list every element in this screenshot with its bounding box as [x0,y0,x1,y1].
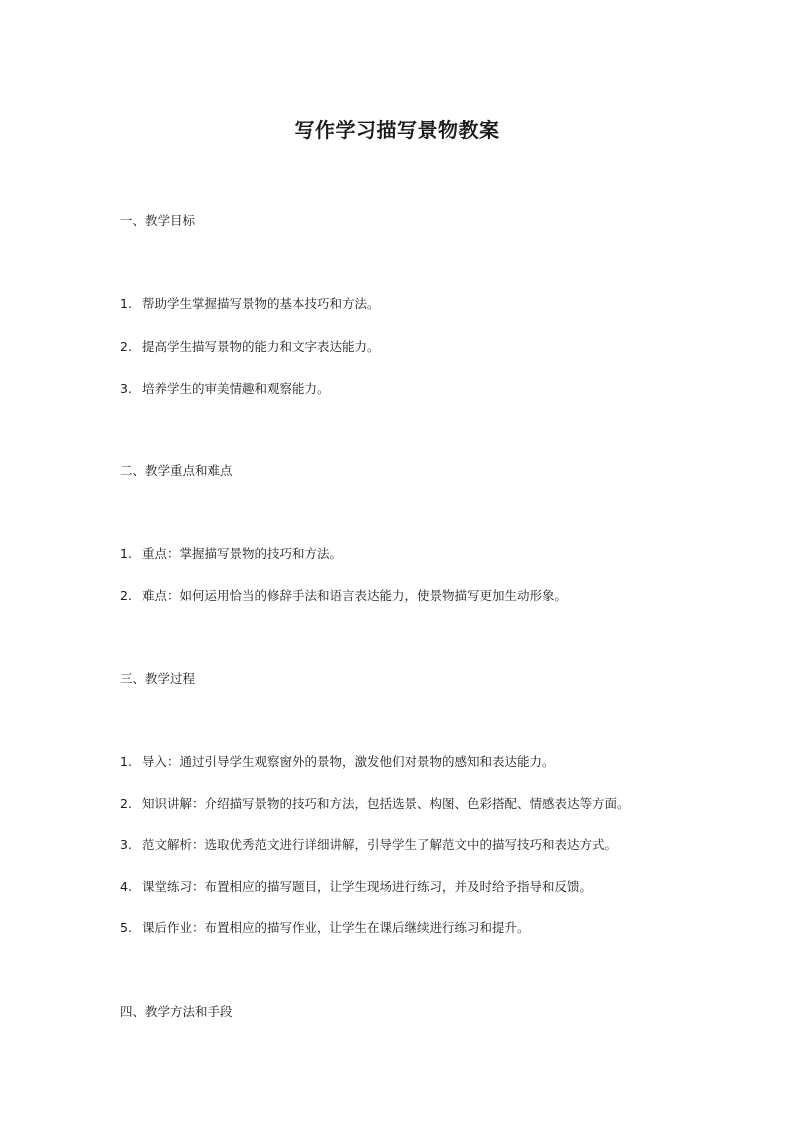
list-item [120,338,380,356]
list-item [120,587,567,605]
item-number: 5. [120,920,132,935]
list-item [120,753,555,771]
list-item [120,795,630,813]
item-number: 1. [120,546,132,561]
item-text: 范文解析：选取优秀范文进行详细讲解，引导学生了解范文中的描写技巧和表达方式。 [142,837,618,852]
list-item [120,380,330,398]
item-number: 3. [120,381,132,396]
item-text: 帮助学生掌握描写景物的基本技巧和方法。 [142,296,380,311]
item-text: 培养学生的审美情趣和观察能力。 [142,381,330,396]
document-title: 写作学习描写景物教案 [294,118,500,142]
list-item [120,545,342,563]
item-text: 知识讲解：介绍描写景物的技巧和方法，包括选景、构图、色彩搭配、情感表达等方面。 [142,796,630,811]
item-number: 2. [120,339,132,354]
list-item [120,295,380,313]
item-text: 导入：通过引导学生观察窗外的景物，激发他们对景物的感知和表达能力。 [142,754,555,769]
item-number: 3. [120,837,132,852]
item-text: 课堂练习：布置相应的描写题目，让学生现场进行练习，并及时给予指导和反馈。 [142,879,593,894]
item-number: 1. [120,754,132,769]
item-text: 重点：掌握描写景物的技巧和方法。 [142,546,343,561]
section-heading-key-points: 二、教学重点和难点 [120,463,233,478]
item-number: 2. [120,588,132,603]
list-item [120,919,530,937]
list-item [120,878,592,896]
item-number: 4. [120,879,132,894]
item-text: 提高学生描写景物的能力和文字表达能力。 [142,339,380,354]
section-heading-process: 三、教学过程 [120,671,196,686]
item-number: 1. [120,296,132,311]
item-number: 2. [120,796,132,811]
section-heading-objectives: 一、教学目标 [120,213,196,228]
item-text: 难点：如何运用恰当的修辞手法和语言表达能力，使景物描写更加生动形象。 [142,588,568,603]
list-item [120,836,617,854]
section-heading-methods: 四、教学方法和手段 [120,1004,233,1019]
item-text: 课后作业：布置相应的描写作业，让学生在课后继续进行练习和提升。 [142,920,530,935]
